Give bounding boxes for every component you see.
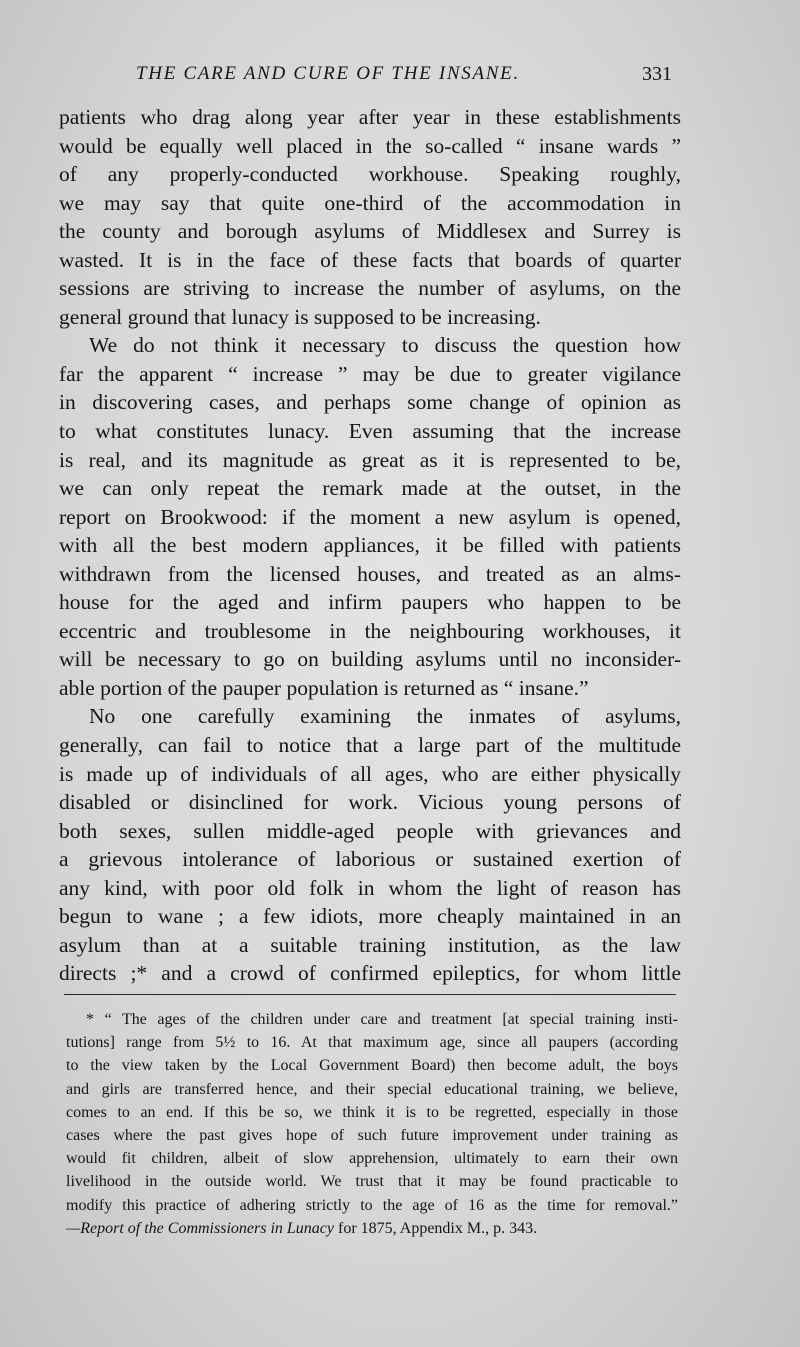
- footnote-line: comes to an end. If this be so, we think it is to be regretted, especially in those: [66, 1103, 678, 1121]
- body-line: No one carefully examining the inmates of asylums,: [89, 704, 681, 729]
- footnote-line: livelihood in the outside world. We trust that it may be found practicable to: [66, 1173, 678, 1191]
- body-line: We do not think it necessary to discuss the question how: [89, 333, 681, 358]
- body-line: able portion of the pauper population is returned as “ insane.”: [59, 675, 589, 700]
- footnote-line: cases where the past gives hope of such future improvement under training as: [66, 1126, 678, 1144]
- body-text: [59, 103, 681, 988]
- page-number: 331: [642, 63, 672, 85]
- body-line: would be equally well placed in the so-called “ insane wards ”: [59, 133, 681, 158]
- footnote-line: would fit children, albeit of slow apprehension, ultimately to earn their own: [66, 1150, 678, 1168]
- body-line: far the apparent “ increase ” may be due to greater vigilance: [59, 361, 681, 386]
- body-line: any kind, with poor old folk in whom the light of reason has: [59, 875, 681, 900]
- footnote-line: tutions] range from 5½ to 16. At that maximum age, since all paupers (according: [66, 1034, 678, 1052]
- body-line: sessions are striving to increase the number of asylums, on the: [59, 276, 681, 301]
- running-head: [60, 58, 682, 90]
- body-line: house for the aged and infirm paupers who happen to be: [59, 590, 681, 615]
- footnote-line: and girls are transferred hence, and their special educational training, we believe,: [66, 1080, 678, 1098]
- body-line: will be necessary to go on building asylums until no inconsider-: [59, 647, 681, 672]
- body-line: generally, can fail to notice that a large part of the multitude: [59, 733, 681, 758]
- body-line: report on Brookwood: if the moment a new asylum is opened,: [59, 504, 681, 529]
- body-line: with all the best modern appliances, it be filled with patients: [59, 533, 681, 558]
- running-head-title: THE CARE AND CURE OF THE INSANE.: [136, 63, 520, 84]
- body-line: we may say that quite one-third of the accommodation in: [59, 190, 681, 215]
- body-line: of any properly-conducted workhouse. Speaking roughly,: [59, 162, 681, 187]
- footnote-line: modify this practice of adhering strictly to the age of 16 as the time for removal.”: [66, 1196, 678, 1214]
- body-line: in discovering cases, and perhaps some change of opinion as: [59, 390, 681, 415]
- body-line: general ground that lunacy is supposed to be increasing.: [59, 304, 541, 329]
- body-line: asylum than at a suitable training institution, as the law: [59, 932, 681, 957]
- body-line: wasted. It is in the face of these facts that boards of quarter: [59, 247, 681, 272]
- body-line: we can only repeat the remark made at the outset, in the: [59, 476, 681, 501]
- body-line: both sexes, sullen middle-aged people with grievances and: [59, 818, 681, 843]
- citation-title: —Report of the Commissioners in Lunacy: [66, 1219, 334, 1237]
- footnote-citation: [66, 1217, 678, 1240]
- footnote: [66, 1008, 678, 1240]
- body-line: is made up of individuals of all ages, who are either physically: [59, 761, 681, 786]
- body-line: is real, and its magnitude as great as it is represented to be,: [59, 447, 681, 472]
- body-line: eccentric and troublesome in the neighbouring workhouses, it: [59, 618, 681, 643]
- body-line: to what constitutes lunacy. Even assuming that the increase: [59, 419, 681, 444]
- body-line: directs ;* and a crowd of confirmed epileptics, for whom little: [59, 961, 681, 986]
- body-line: disabled or disinclined for work. Vicious young persons of: [59, 790, 681, 815]
- body-line: withdrawn from the licensed houses, and treated as an alms-: [59, 561, 681, 586]
- footnote-rule: [64, 994, 676, 995]
- footnote-line: * “ The ages of the children under care and treatment [at special training insti-: [86, 1011, 678, 1028]
- body-line: begun to wane ; a few idiots, more cheaply maintained in an: [59, 904, 681, 929]
- citation-details: for 1875, Appendix M., p. 343.: [334, 1219, 538, 1237]
- body-line: a grievous intolerance of laborious or sustained exertion of: [59, 847, 681, 872]
- footnote-line: to the view taken by the Local Government Board) then become adult, the boys: [66, 1057, 678, 1075]
- body-line: the county and borough asylums of Middlesex and Surrey is: [59, 219, 681, 244]
- body-line: patients who drag along year after year in these establishments: [59, 105, 681, 129]
